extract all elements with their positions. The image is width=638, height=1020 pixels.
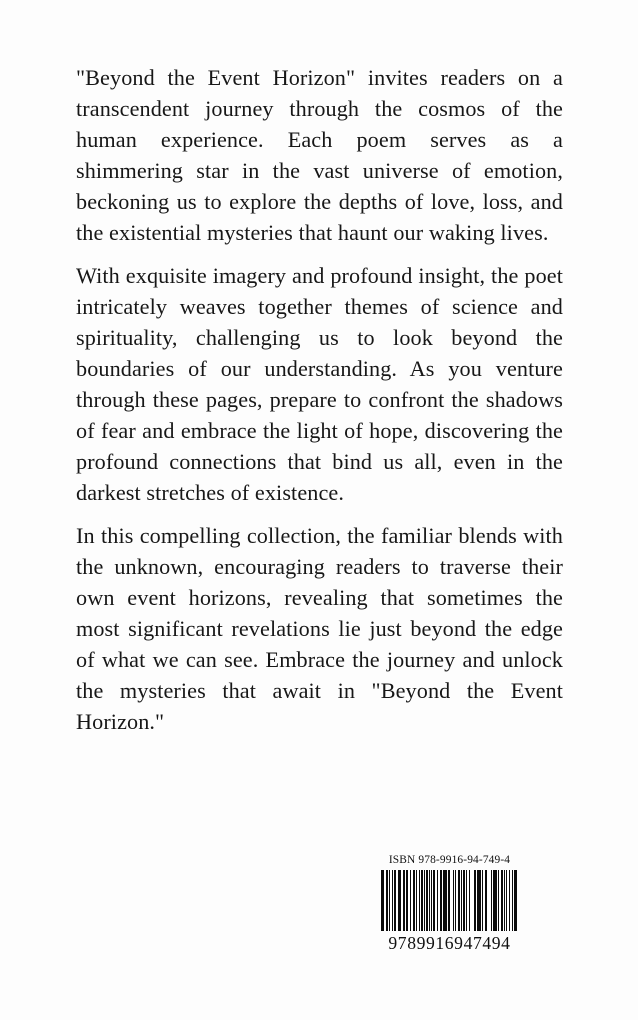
ean13-barcode-icon (381, 870, 518, 931)
isbn-label: ISBN 978-9916-94-749-4 (388, 854, 511, 866)
blurb-paragraph-3: In this compelling collection, the familiar blends with the unknown, encouraging readers to traverse their own event horizons, revealing that sometimes the most significant revelations lie just beyond the edge of what we can see. Embrace the journey and unlock the mysteries that await in "Beyond the Event Horizon." (76, 523, 563, 734)
blurb-paragraph-2: With exquisite imagery and profound insight, the poet intricately weaves together themes of science and spirituality, challenging us to look beyond the boundaries of our understanding. As you venture through these pages, prepare to confront the shadows of fear and embrace the light of hope, discovering the profound connections that bind us all, even in the darkest stretches of existence. (76, 263, 563, 505)
isbn-barcode-block (381, 853, 518, 954)
barcode-digits: 9789916947494 (388, 933, 511, 953)
blurb-text-block (76, 62, 563, 737)
blurb-paragraph-1: "Beyond the Event Horizon" invites readers on a transcendent journey through the cosmos of the human experience. Each poem serves as a shimmering star in the vast universe of emotion, beckoning us to explore the depths of love, loss, and the existential mysteries that haunt our waking lives. (76, 65, 563, 245)
